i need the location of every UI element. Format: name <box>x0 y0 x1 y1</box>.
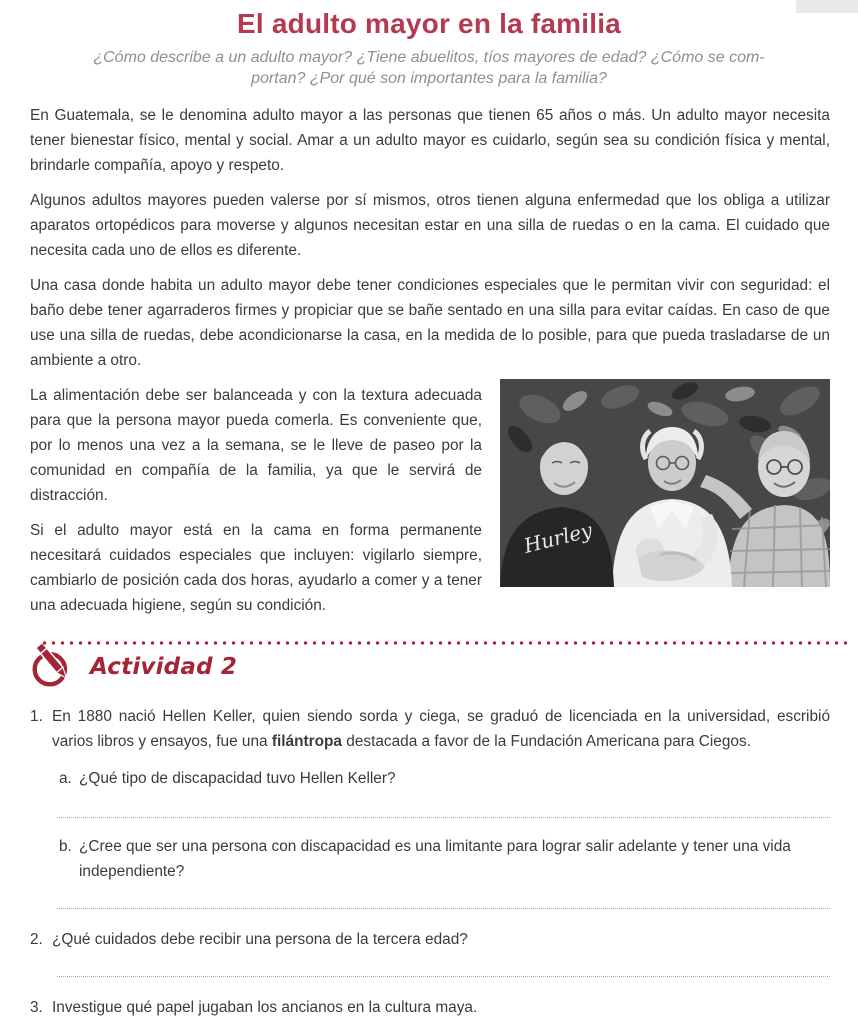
lead-question-line1: ¿Cómo describe a un adulto mayor? ¿Tiene abuelitos, tíos mayores de edad? ¿Cómo se com- <box>93 49 765 66</box>
question-1b-text: ¿Cree que ser una persona con discapacidad es una limitante para lograr salir adelante y tener una vida independiente? <box>79 838 791 880</box>
question-2-number: 2. <box>30 931 43 948</box>
question-3-number: 3. <box>30 999 43 1016</box>
question-1-number: 1. <box>30 708 43 725</box>
dotted-divider <box>40 640 852 646</box>
lead-question-line2: portan? ¿Por qué son importantes para la familia? <box>251 70 607 87</box>
question-2 <box>30 927 830 952</box>
page-edge-artifact <box>796 0 858 13</box>
activity-title: Actividad 2 <box>90 654 238 680</box>
paragraph-3: Una casa donde habita un adulto mayor debe tener condiciones especiales que le permitan vivir con seguridad: el baño debe tener agarraderos firmes y propiciar que se bañe sentado en una silla para evitar caídas. En caso de que use una silla de ruedas, debe acondicionarse la casa, en la medida de lo posible, para que pueda trasladarse de un ambiente a otro. <box>30 277 830 369</box>
pencil-circle-icon <box>30 640 78 688</box>
answer-line <box>57 976 830 977</box>
question-1b-letter: b. <box>59 838 72 855</box>
activity-section <box>0 640 858 688</box>
answer-line <box>57 817 830 818</box>
paragraph-2: Algunos adultos mayores pueden valerse por sí mismos, otros tienen alguna enfermedad que los obliga a utilizar aparatos ortopédicos para moverse y algunos necesitan estar en una silla de ruedas o en la cama. El cuidado que necesita cada uno de ellos es diferente. <box>30 192 830 259</box>
page-title: El adulto mayor en la familia <box>237 8 621 39</box>
lead-question <box>0 47 858 89</box>
family-photo-illustration <box>500 379 830 587</box>
body-content <box>30 103 830 628</box>
activity-questions <box>30 704 830 1024</box>
question-1a <box>59 766 830 791</box>
family-photo <box>500 379 830 587</box>
photo-shirt-text: Hurley <box>521 517 595 558</box>
question-1 <box>30 704 830 754</box>
question-1a-text: ¿Qué tipo de discapacidad tuvo Hellen Keller? <box>79 770 396 787</box>
answer-line <box>57 908 830 909</box>
question-1a-letter: a. <box>59 770 72 787</box>
paragraph-5: Si el adulto mayor está en la cama en forma permanente necesitará cuidados especiales que incluyen: vigilarlo siempre, cambiarlo de posición cada dos horas, ayudarlo a comer y a tener una adecuada higiene, según su condición. <box>30 522 482 614</box>
bold-word: filántropa <box>271 733 342 750</box>
question-3-text: Investigue qué papel jugaban los ancianos en la cultura maya. <box>52 999 478 1016</box>
paragraph-4: La alimentación debe ser balanceada y con la textura adecuada para que la persona mayor pueda comerla. Es conveniente que, por lo menos una vez a la semana, se le lleve de paseo por la comunidad en compañía de la familia, ya que le servirá de distracción. <box>30 387 482 504</box>
question-1-text: En 1880 nació Hellen Keller, quien siendo sorda y ciega, se graduó de licenciada en la universidad, escribió varios libros y ensayos, fue una filántropa destacada a favor de la Fundación Americana para Ciegos. <box>52 708 830 750</box>
paragraph-1: En Guatemala, se le denomina adulto mayor a las personas que tienen 65 años o más. Un adulto mayor necesita tener bienestar físico, mental y social. Amar a un adulto mayor es cuidarlo, según sea su condición física y mental, brindarle compañía, apoyo y respeto. <box>30 107 830 174</box>
question-2-text: ¿Qué cuidados debe recibir una persona de la tercera edad? <box>52 931 468 948</box>
question-3 <box>30 995 830 1020</box>
question-1b <box>59 834 830 884</box>
